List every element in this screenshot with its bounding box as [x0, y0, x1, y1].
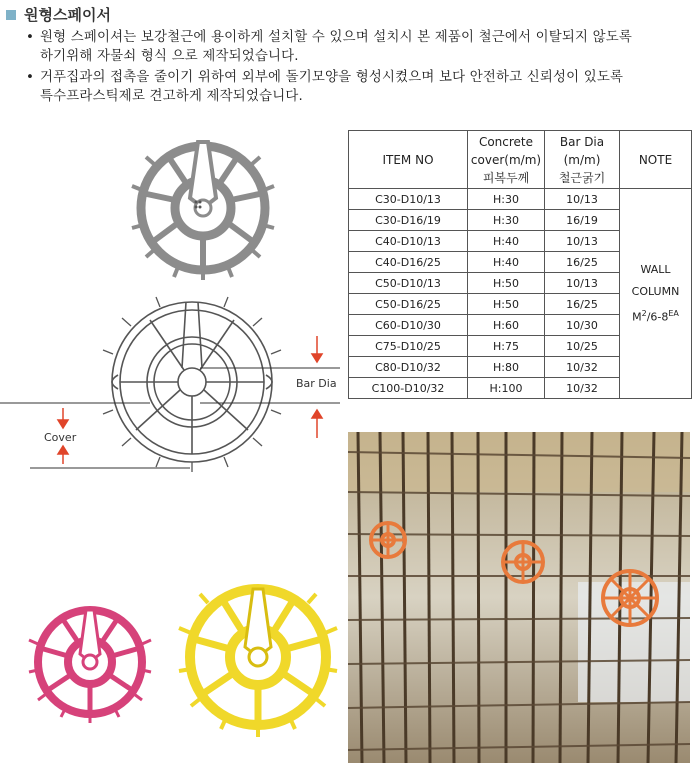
table-row: C30-D10/13 H:30 10/13 WALL COLUMN $M^2/6-8^{EA}$	[349, 189, 692, 210]
table-row: C50-D16/25 H:50 16/25	[349, 294, 692, 315]
header-item-no: ITEM NO	[349, 131, 468, 189]
header-note: NOTE	[620, 131, 692, 189]
cover-label: Cover	[44, 431, 77, 444]
table-row: C40-D10/13 H:40 10/13	[349, 231, 692, 252]
page-title: 원형스페이서	[24, 6, 111, 24]
header-bar-dia: Bar Dia (m/m) 철근굵기	[545, 131, 620, 189]
table-row: C75-D10/25 H:75 10/25	[349, 336, 692, 357]
list-item: • 원형 스페이셔는 보강철근에 용이하게 설치할 수 있으며 설치시 본 제품이 철근에서 이탈되지 않도록 하기위해 자물쇠 형식 으로 제작되었습니다.	[26, 30, 633, 64]
table-row: C40-D16/25 H:40 16/25	[349, 252, 692, 273]
bullet-dot-icon: •	[26, 70, 34, 85]
description-list	[26, 28, 698, 108]
bullet-dot-icon: •	[26, 30, 34, 45]
table-row: C80-D10/32 H:80 10/32	[349, 357, 692, 378]
table-row: C100-D10/32 H:100 10/32	[349, 378, 692, 399]
table-header-row	[349, 131, 692, 189]
pink-spacer-illustration	[20, 590, 160, 730]
section-heading	[6, 4, 111, 25]
yellow-spacer-illustration	[168, 565, 348, 745]
square-bullet-icon	[6, 10, 16, 20]
table-row: C30-D16/19 H:30 16/19	[349, 210, 692, 231]
list-item: • 거푸집과의 접촉을 줄이기 위하여 외부에 돌기모양을 형성시켰으며 보다 안전하고 신뢰성이 있도록 특수프라스틱제로 견고하게 제작되었습니다.	[26, 70, 624, 104]
spec-table	[348, 130, 692, 399]
table-row: C50-D10/13 H:50 10/13	[349, 273, 692, 294]
note-cell: WALL COLUMN $M^2/6-8^{EA}$	[620, 189, 692, 399]
site-photo-rebar-cage	[348, 432, 690, 763]
spacer-dimension-diagram	[0, 290, 345, 480]
table-row: C60-D10/30 H:60 10/30	[349, 315, 692, 336]
header-cover: Concrete cover(m/m) 피복두께	[468, 131, 545, 189]
bar-dia-label: Bar Dia	[296, 377, 337, 390]
gray-spacer-illustration	[118, 128, 288, 288]
